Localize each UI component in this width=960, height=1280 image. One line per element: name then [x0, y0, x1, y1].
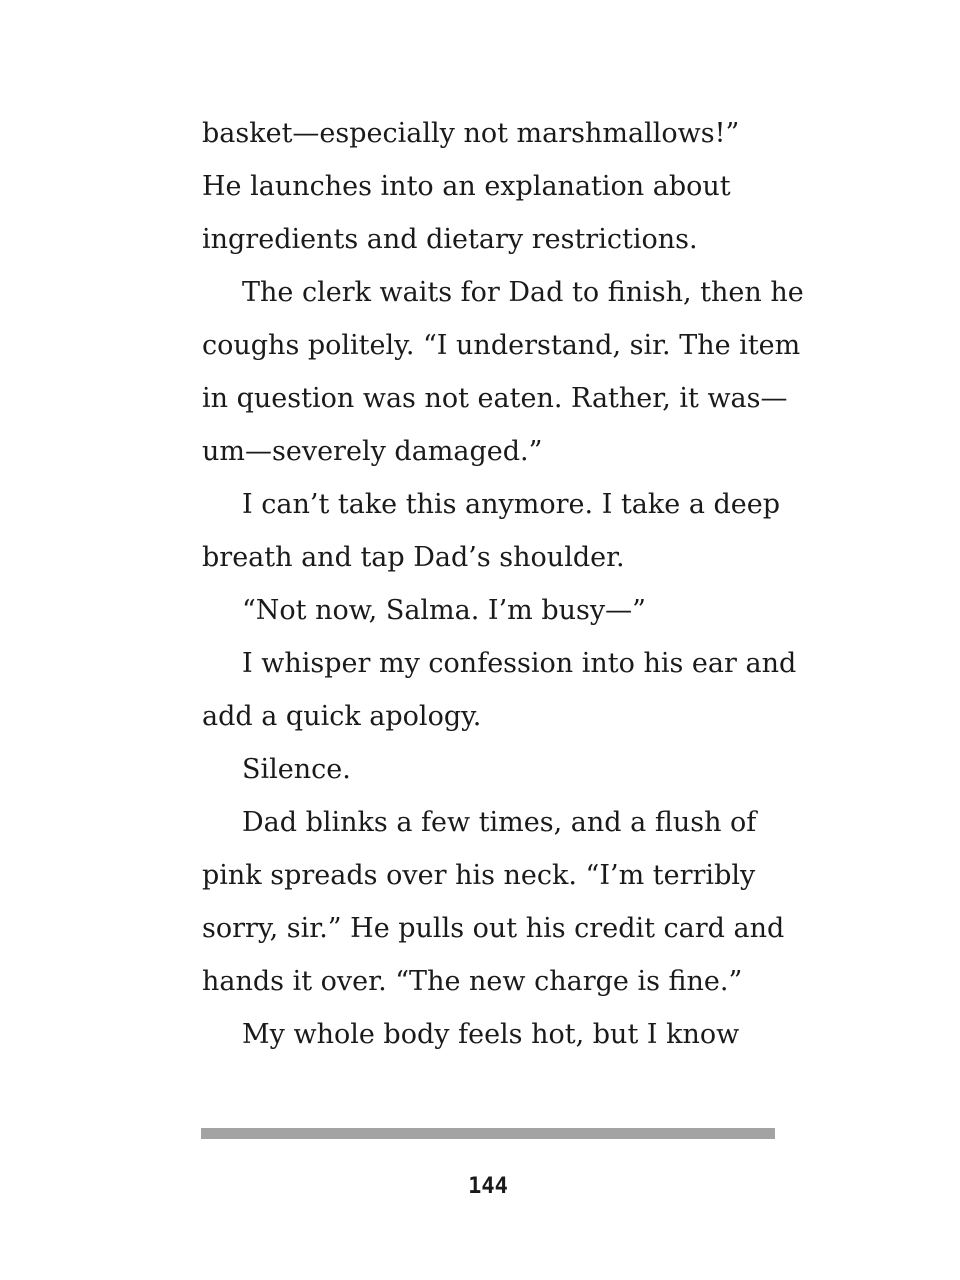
- text-line: He launches into an explanation about: [202, 171, 731, 202]
- text-line: My whole body feels hot, but I know: [242, 1019, 740, 1050]
- text-line: basket—especially not marshmallows!”: [202, 118, 740, 149]
- page-number: 144: [468, 1174, 508, 1199]
- text-line: breath and tap Dad’s shoulder.: [202, 542, 625, 573]
- footer-rule: [201, 1128, 775, 1139]
- text-line: in question was not eaten. Rather, it was—: [202, 383, 788, 414]
- text-line: ingredients and dietary restrictions.: [202, 224, 698, 255]
- text-line: add a quick apology.: [202, 701, 482, 732]
- text-line: I whisper my confession into his ear and: [242, 648, 797, 679]
- text-line: coughs politely. “I understand, sir. The item: [202, 330, 801, 361]
- text-line: um—severely damaged.”: [202, 436, 543, 467]
- text-line: pink spreads over his neck. “I’m terribly: [202, 860, 756, 891]
- text-line: The clerk waits for Dad to finish, then he: [242, 277, 804, 308]
- text-line: Dad blinks a few times, and a flush of: [242, 807, 757, 838]
- text-line: hands it over. “The new charge is fine.”: [202, 966, 743, 997]
- text-line: Silence.: [242, 754, 351, 785]
- text-line: “Not now, Salma. I’m busy—”: [242, 595, 646, 626]
- text-line: I can’t take this anymore. I take a deep: [242, 489, 781, 520]
- text-line: sorry, sir.” He pulls out his credit card and: [202, 913, 785, 944]
- body-text: [202, 107, 802, 1061]
